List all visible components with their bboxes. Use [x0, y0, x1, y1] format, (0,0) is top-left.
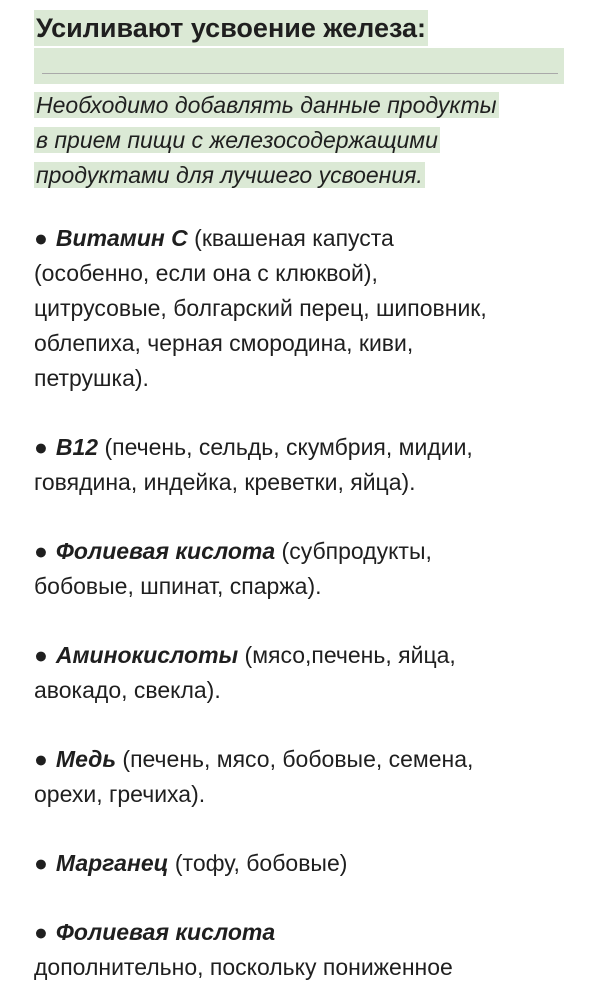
bullet-icon: ●: [34, 434, 48, 460]
item-name: Аминокислоты: [55, 642, 239, 668]
item-text: цитрусовые, болгарский перец, шиповник,: [34, 295, 487, 321]
item-text: облепиха, черная смородина, киви,: [34, 330, 414, 356]
item-name: Фолиевая кислота: [55, 538, 276, 564]
item-text: авокадо, свекла).: [34, 677, 221, 703]
item-text: (квашеная капуста: [187, 225, 394, 251]
item-text: петрушка).: [34, 365, 149, 391]
note-line: продуктами для лучшего усвоения.: [36, 162, 423, 188]
item-text: (печень, сельдь, скумбрия, мидии,: [98, 434, 473, 460]
bullet-icon: ●: [34, 746, 48, 772]
list-item-folic-acid-additional: [34, 915, 579, 984]
bullet-icon: ●: [34, 642, 48, 668]
highlight-bar: [34, 48, 564, 84]
bullet-list: [34, 221, 579, 984]
section-heading: Усиливают усвоение железа:: [34, 10, 428, 46]
bullet-icon: ●: [34, 850, 48, 876]
list-item-copper: [34, 742, 579, 812]
item-text: (особенно, если она с клюквой),: [34, 260, 378, 286]
item-name: Марганец: [55, 850, 169, 876]
item-text: орехи, гречиха).: [34, 781, 206, 807]
item-text: (мясо,печень, яйца,: [238, 642, 456, 668]
list-item-manganese: [34, 846, 579, 881]
list-item-vitamin-c: [34, 221, 579, 396]
item-name: Витамин С: [55, 225, 188, 251]
item-name: Медь: [55, 746, 117, 772]
italic-note: [34, 88, 574, 193]
item-text: (субпродукты,: [275, 538, 432, 564]
item-name: Фолиевая кислота: [55, 919, 276, 945]
item-text: (тофу, бобовые): [168, 850, 348, 876]
item-text: дополнительно, поскольку пониженное: [34, 954, 453, 980]
list-item-amino-acids: [34, 638, 579, 708]
note-line: в прием пищи с железосодержащими: [36, 127, 438, 153]
bullet-icon: ●: [34, 538, 48, 564]
list-item-b12: [34, 430, 579, 500]
item-name: В12: [55, 434, 99, 460]
heading-container: [34, 10, 428, 46]
list-item-folic-acid: [34, 534, 579, 604]
horizontal-rule: [42, 73, 558, 74]
bullet-icon: ●: [34, 919, 48, 945]
note-line: Необходимо добавлять данные продукты: [36, 92, 497, 118]
item-text: говядина, индейка, креветки, яйца).: [34, 469, 416, 495]
item-text: бобовые, шпинат, спаржа).: [34, 573, 322, 599]
item-text: (печень, мясо, бобовые, семена,: [116, 746, 474, 772]
bullet-icon: ●: [34, 225, 48, 251]
